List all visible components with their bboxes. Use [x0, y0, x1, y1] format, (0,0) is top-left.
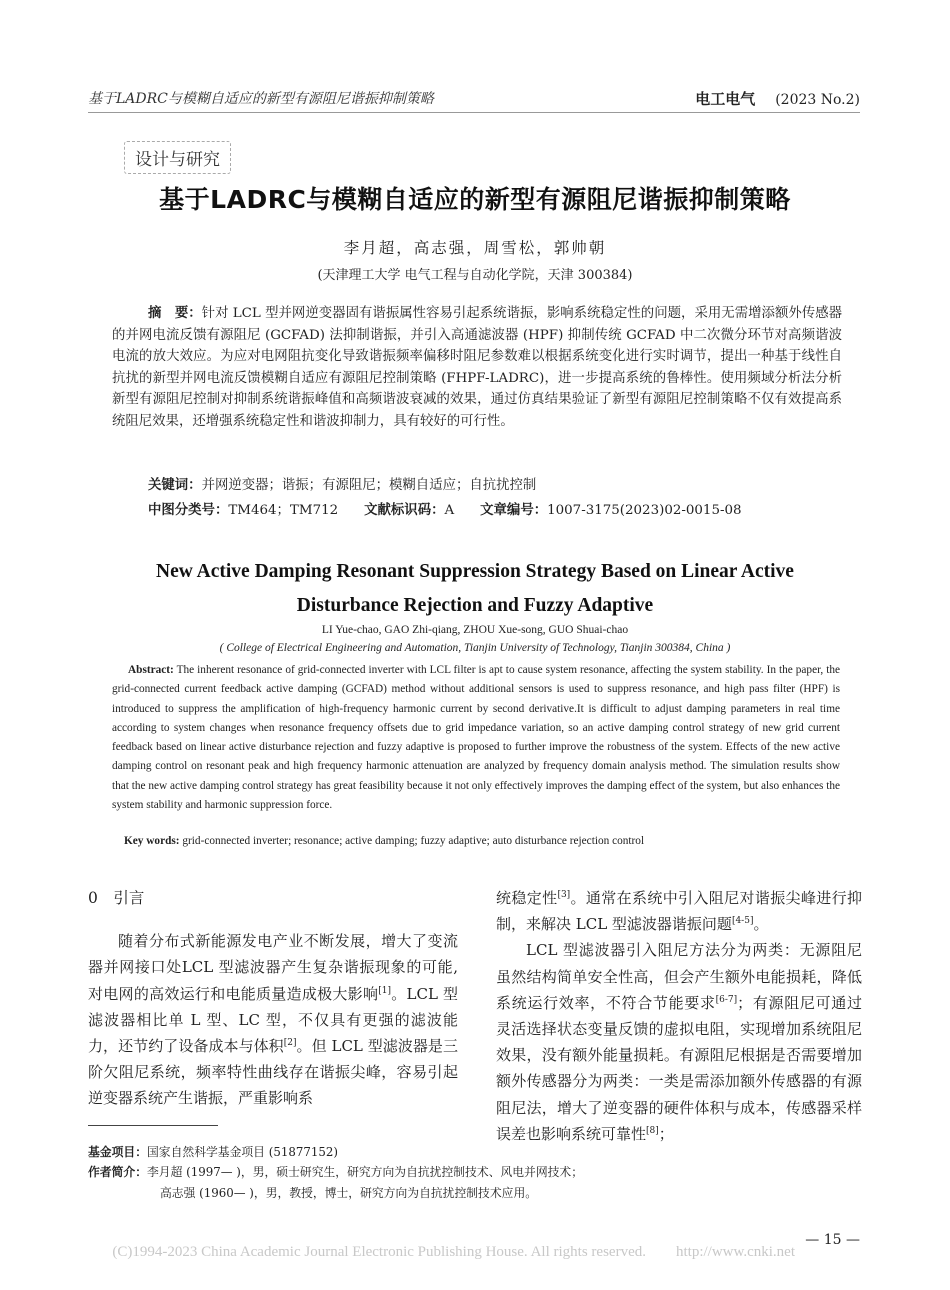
article-no-label: 文章编号： [480, 503, 548, 518]
journal-info [695, 88, 860, 109]
keywords-en-text: grid-connected inverter; resonance; active damping; fuzzy adaptive; auto disturbance rejection control [182, 835, 645, 847]
journal-name: 电工电气 [695, 90, 756, 108]
citation: [3] [557, 890, 571, 900]
clc-value: TM464；TM712 [228, 503, 339, 518]
citation: [6-7] [715, 994, 738, 1005]
body-column-left [88, 885, 458, 1112]
footnote-rule [88, 1125, 218, 1126]
journal-issue: (2023 No.2) [775, 92, 860, 108]
abstract-en-text: The inherent resonance of grid-connected inverter with LCL filter is apt to cause system resonance, affecting the system stability. In the paper, the grid-connected current feedback active damping (GCFAD) method without additional sensors is used to suppress resonance, and high pass filter (HPF) is introduced to suppress the amplification of high-frequency harmonic current by second derivative.It is difficult to adjust damping parameters in real time according to system changes when resonance frequency offsets due to grid impedance variation, so an active damping control strategy of new grid current feedback based on linear active disturbance rejection and fuzzy adaptive is proposed to further improve the robustness of the system. Effects of the new active damping control on resonant peak and high frequency harmonic attenuation are analyzed by frequency domain analysis method. The simulation results show that the new active damping control strategy has great feasibility because it not only effectively improves the damping effect of the system, but also enhances the system stability and harmonic suppression force. [112, 664, 841, 812]
keywords-cn-text: 并网逆变器；谐振；有源阻尼；模糊自适应；自抗扰控制 [201, 478, 537, 493]
keywords-cn-label: 关键词： [148, 478, 202, 493]
citation: [2] [283, 1038, 297, 1049]
abstract-cn-label: 摘 要： [148, 306, 202, 321]
paper-title-en [0, 555, 950, 623]
authors-en: LI Yue-chao, GAO Zhi-qiang, ZHOU Xue-song, GUO Shuai-chao [321, 624, 629, 636]
abstract-cn [112, 303, 842, 432]
keywords-cn [148, 474, 536, 493]
title-en-line2: Disturbance Rejection and Fuzzy Adaptive [296, 595, 654, 616]
article-no-value: 1007-3175(2023)02-0015-08 [547, 503, 742, 518]
paper-title-cn: 基于LADRC与模糊自适应的新型有源阻尼谐振抑制策略 [159, 185, 791, 214]
header-rule [88, 112, 860, 113]
clc-label: 中图分类号： [148, 503, 229, 518]
footnote-fund [88, 1143, 338, 1160]
doc-code-label: 文献标识码： [364, 503, 445, 518]
doc-code-value: A [444, 503, 455, 518]
column-tag: 设计与研究 [124, 141, 231, 174]
author1-text: 李月超 (1997— )，男，硕士研究生，研究方向为自抗扰控制技术、风电并网技术； [147, 1165, 584, 1179]
citation: [8] [646, 1125, 659, 1136]
fund-label: 基金项目： [88, 1145, 147, 1159]
affiliation-cn: (天津理工大学 电气工程与自动化学院，天津 300384) [317, 268, 633, 283]
body-column-right [496, 885, 862, 1147]
footnote-author2: 高志强 (1960— )，男，教授，博士，研究方向为自抗扰控制技术应用。 [160, 1186, 538, 1200]
fund-text: 国家自然科学基金项目 (51877152) [147, 1145, 338, 1159]
abstract-en [112, 661, 840, 815]
authors-cn: 李月超，高志强，周雪松，郭帅朝 [343, 239, 607, 257]
abstract-cn-text: 针对 LCL 型并网逆变器固有谐振属性容易引起系统谐振，影响系统稳定性的问题，采用无需增添额外传感器的并网电流反馈有源阻尼 (GCFAD) 法抑制谐振，并引入高通滤波器 (HPF) 抑制传统 GCFAD 中二次微分环节对高频谐波电流的放大效应。为应对电网阻抗变化导致谐振频率偏移时阻尼参数难以根据系统变化进行实时调节，提出一种基于线性自抗扰的新型并网电流反馈模糊自适应有源阻尼控制策略 (FHPF-LADRC)，进一步提高系统的鲁棒性。使用频域分析法分析新型有源阻尼控制对抑制系统谐振峰值和高频谐波衰减的效果，通过仿真结果验证了新型有源阻尼控制策略不仅有效提高系统阻尼效果，还增强系统稳定性和谐波抑制力，具有较好的可行性。 [112, 306, 842, 429]
footnote-author [88, 1163, 583, 1180]
body-paragraph: 统稳定性[3]。通常在系统中引入阻尼对谐振尖峰进行抑制，来解决 LCL 型滤波器谐振问题[4-5]。 [496, 889, 862, 934]
abstract-en-label: Abstract: [128, 664, 174, 676]
section-heading: 0 引言 [88, 889, 145, 907]
body-paragraph: LCL 型滤波器引入阻尼方法分为两类：无源阻尼虽然结构简单安全性高，但会产生额外电能损耗，降低系统运行效率，不符合节能要求[6-7]；有源阻尼可通过灵活选择状态变量反馈的虚拟电阻，实现增加系统阻尼效果，没有额外能量损耗。有源阻尼根据是否需要增加额外传感器分为两类：一类是需添加额外传感器的有源阻尼法，增大了逆变器的硬件体积与成本，传感器采样误差也影响系统可靠性[8]； [496, 941, 862, 1143]
citation: [1] [378, 985, 391, 996]
affiliation-en: ( College of Electrical Engineering and Automation, Tianjin University of Technology, Tianjin 300384, China ) [219, 642, 731, 654]
keywords-en-label: Key words: [124, 835, 180, 847]
page-number: — 15 — [805, 1232, 860, 1248]
keywords-en [124, 835, 644, 847]
running-title: 基于LADRC与模糊自适应的新型有源阻尼谐振抑制策略 [88, 91, 434, 107]
body-paragraph: 随着分布式新能源发电产业不断发展，增大了变流器并网接口处LCL 型滤波器产生复杂谐振现象的可能,对电网的高效运行和电能质量造成极大影响[1]。LCL 型滤波器相比单 L 型、LC 型，不仅具有更强的滤波能力，还节约了设备成本与体积[2]。但 LCL 型滤波器是三阶欠阻尼系统，频率特性曲线存在谐振尖峰，容易引起逆变器系统产生谐振，严重影响系 [88, 932, 458, 1108]
title-en-line1: New Active Damping Resonant Suppression Strategy Based on Linear Active [156, 561, 794, 582]
author-label: 作者简介： [88, 1165, 147, 1179]
citation: [4-5] [731, 916, 754, 927]
copyright-watermark: (C)1994-2023 China Academic Journal Electronic Publishing House. All rights reserved. http://www.cnki.net [112, 1244, 795, 1260]
classification-line [148, 499, 742, 518]
